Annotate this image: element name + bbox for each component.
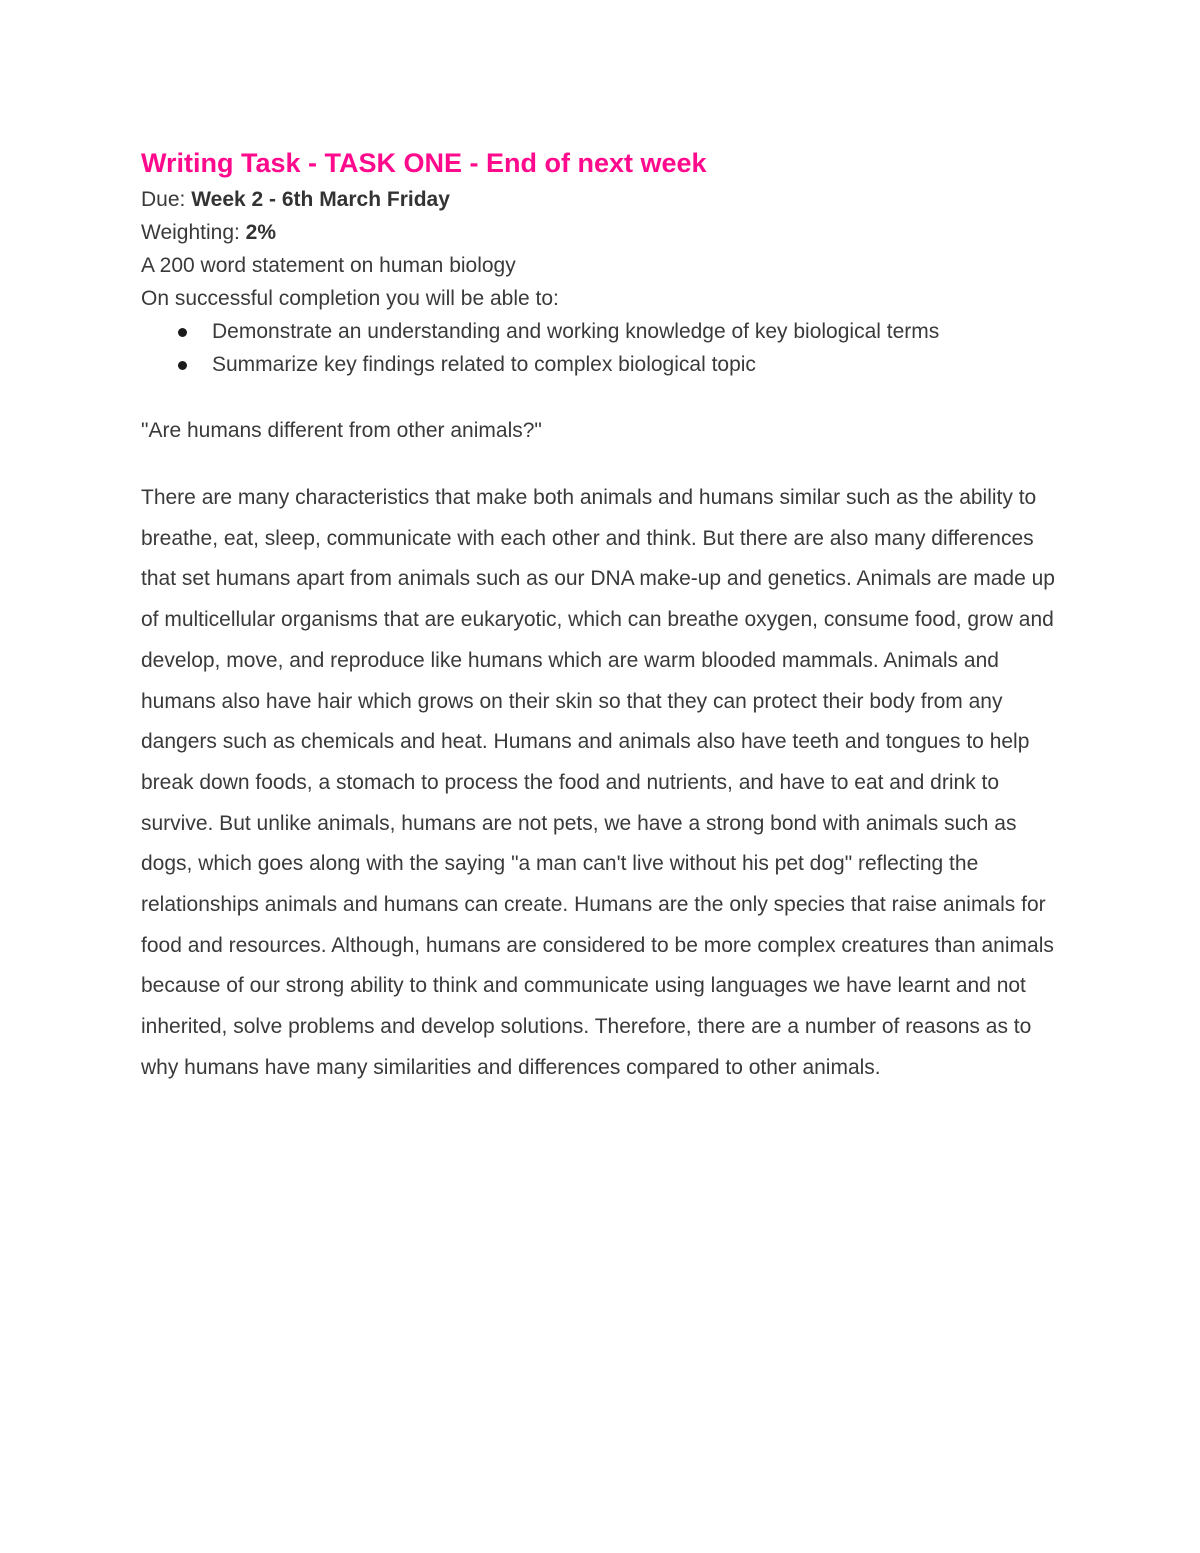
list-item [178, 315, 1071, 348]
outcome-text: Summarize key findings related to complex biological topic [212, 353, 756, 376]
bullet-icon [178, 361, 187, 370]
task-description: A 200 word statement on human biology [141, 254, 516, 277]
essay-question: "Are humans different from other animals?" [141, 419, 542, 442]
due-line [141, 183, 1071, 216]
weighting-label: Weighting: [141, 221, 246, 244]
essay-body: There are many characteristics that make both animals and humans similar such as the ability to breathe, eat, sleep, communicate with each other and think. But there are also many differences that set humans apart from animals such as our DNA make-up and genetics. Animals are made up of multicellular organisms that are eukaryotic, which can breathe oxygen, consume food, grow and develop, move, and reproduce like humans which are warm blooded mammals. Animals and humans also have hair which grows on their skin so that they can protect their body from any dangers such as chemicals and heat. Humans and animals also have teeth and tongues to help break down foods, a stomach to process the food and nutrients, and have to eat and drink to survive. But unlike animals, humans are not pets, we have a strong bond with animals such as dogs, which goes along with the saying "a man can't live without his pet dog" reflecting the relationships animals and humans can create. Humans are the only species that raise animals for food and resources. Although, humans are considered to be more complex creatures than animals because of our strong ability to think and communicate using languages we have learnt and not inherited, solve problems and develop solutions. Therefore, there are a number of reasons as to why humans have many similarities and differences compared to other animals. [141, 486, 1055, 1079]
due-value: Week 2 - 6th March Friday [191, 188, 450, 211]
document-page [141, 143, 1071, 1089]
document-title: Writing Task - TASK ONE - End of next week [141, 148, 707, 178]
due-label: Due: [141, 188, 192, 211]
bullet-icon [178, 328, 187, 337]
outcomes-list [141, 315, 1071, 381]
weighting-line [141, 216, 1071, 249]
outcomes-intro: On successful completion you will be able to: [141, 287, 559, 310]
list-item [178, 348, 1071, 381]
outcome-text: Demonstrate an understanding and working knowledge of key biological terms [212, 320, 940, 343]
weighting-value: 2% [245, 221, 277, 244]
